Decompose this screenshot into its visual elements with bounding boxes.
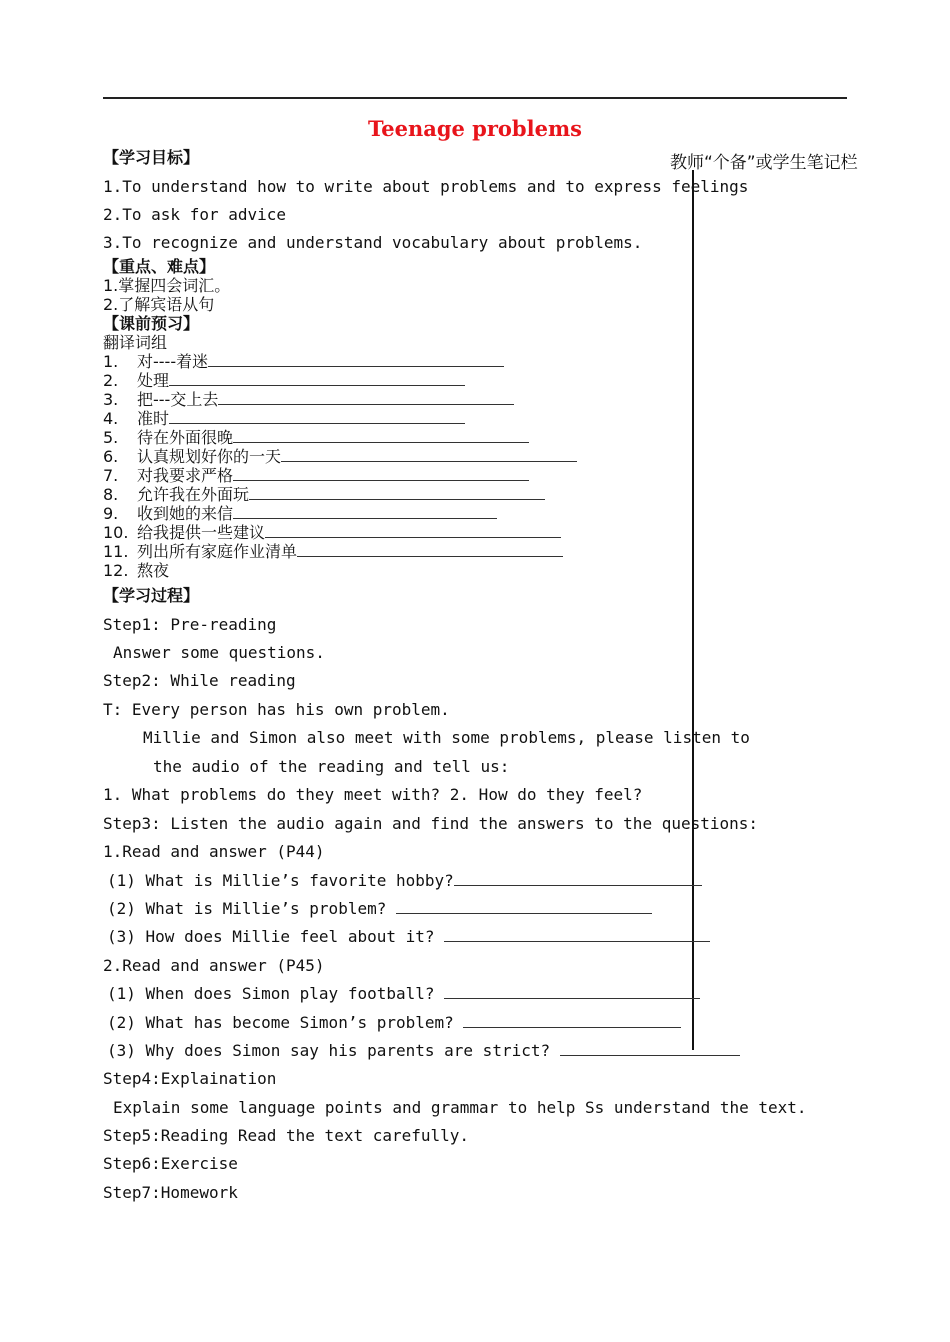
answer-blank[interactable] — [560, 1041, 740, 1056]
question-item: (3) Why does Simon say his parents are strict? — [107, 1041, 740, 1061]
answer-blank[interactable] — [297, 542, 563, 557]
objective-item: 3.To recognize and understand vocabulary about problems. — [103, 233, 643, 252]
step-5: Step5:Reading Read the text carefully. — [103, 1126, 470, 1145]
answer-blank[interactable] — [265, 523, 561, 538]
top-rule — [103, 97, 847, 99]
preview-heading: 【课前预习】 — [103, 314, 200, 333]
vocab-item: 6. 认真规划好你的一天 — [103, 447, 577, 467]
read-answer-heading: 2.Read and answer (P45) — [103, 956, 325, 975]
question-item: (1) When does Simon play football? — [107, 984, 700, 1004]
objectives-heading: 【学习目标】 — [103, 148, 200, 167]
step-2-teacher-line: T: Every person has his own problem. — [103, 700, 450, 719]
answer-blank[interactable] — [454, 871, 702, 886]
answer-blank[interactable] — [249, 485, 545, 500]
vocab-item: 2. 处理 — [103, 371, 465, 391]
answer-blank[interactable] — [233, 428, 529, 443]
vocab-item: 11. 列出所有家庭作业清单 — [103, 542, 563, 562]
step-1-text: Answer some questions. — [113, 643, 325, 662]
vocab-item: 3. 把---交上去 — [103, 390, 514, 410]
vocab-item: 10. 给我提供一些建议 — [103, 523, 561, 543]
step-2: Step2: While reading — [103, 671, 296, 690]
vocab-item: 7. 对我要求严格 — [103, 466, 529, 486]
notes-column-divider — [692, 170, 694, 1050]
key-point-item: 1.掌握四会词汇。 — [103, 276, 231, 295]
vocab-item: 5. 待在外面很晚 — [103, 428, 529, 448]
key-points-heading: 【重点、难点】 — [103, 257, 216, 276]
notes-column-label: 教师“个备”或学生笔记栏 — [670, 153, 858, 173]
question-item: (2) What is Millie’s problem? — [107, 899, 652, 919]
answer-blank[interactable] — [463, 1013, 681, 1028]
answer-blank[interactable] — [396, 899, 652, 914]
process-heading: 【学习过程】 — [103, 586, 200, 605]
question-item: (1) What is Millie’s favorite hobby? — [107, 871, 702, 891]
question-item: (3) How does Millie feel about it? — [107, 927, 710, 947]
step-2-line: Millie and Simon also meet with some problems, please listen to — [143, 728, 750, 747]
vocab-item: 1. 对----着迷 — [103, 352, 504, 372]
answer-blank[interactable] — [169, 371, 465, 386]
vocab-item: 9. 收到她的来信 — [103, 504, 497, 524]
answer-blank[interactable] — [169, 409, 465, 424]
step-4: Step4:Explaination — [103, 1069, 277, 1088]
preview-subheading: 翻译词组 — [103, 333, 168, 352]
answer-blank[interactable] — [281, 447, 577, 462]
objective-item: 2.To ask for advice — [103, 205, 287, 224]
vocab-item: 8. 允许我在外面玩 — [103, 485, 545, 505]
answer-blank[interactable] — [444, 927, 710, 942]
step-3: Step3: Listen the audio again and find the answers to the questions: — [103, 814, 759, 833]
answer-blank[interactable] — [208, 352, 504, 367]
answer-blank[interactable] — [444, 984, 700, 999]
question-item: (2) What has become Simon’s problem? — [107, 1013, 681, 1033]
vocab-item: 4. 准时 — [103, 409, 465, 429]
step-6: Step6:Exercise — [103, 1154, 238, 1173]
step-1: Step1: Pre-reading — [103, 615, 277, 634]
vocab-item: 12. 熬夜 — [103, 561, 170, 580]
answer-blank[interactable] — [218, 390, 514, 405]
read-answer-heading: 1.Read and answer (P44) — [103, 842, 325, 861]
key-point-item: 2.了解宾语从句 — [103, 295, 215, 314]
answer-blank[interactable] — [233, 466, 529, 481]
page-title: Teenage problems — [368, 116, 582, 141]
step-7: Step7:Homework — [103, 1183, 238, 1202]
objective-item: 1.To understand how to write about problems and to express feelings — [103, 177, 749, 196]
step-2-questions: 1. What problems do they meet with? 2. How do they feel? — [103, 785, 643, 804]
step-4-text: Explain some language points and grammar to help Ss understand the text. — [113, 1098, 807, 1117]
answer-blank[interactable] — [233, 504, 497, 519]
step-2-line: the audio of the reading and tell us: — [153, 757, 510, 776]
